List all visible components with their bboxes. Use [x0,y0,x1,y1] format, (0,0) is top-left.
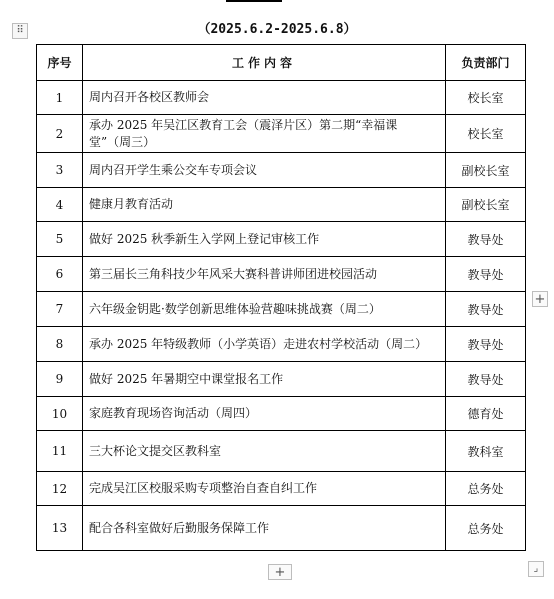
row-work-content: 周内召开各校区教师会 [83,81,446,115]
table-row [37,292,526,327]
header-responsible-dept: 负责部门 [446,45,526,81]
row-number: 11 [37,431,83,472]
row-responsible-dept: 总务处 [446,472,526,506]
add-column-plus-icon[interactable]: + [532,291,548,307]
table-row [37,327,526,362]
table-move-handle-icon[interactable]: ⠿ [12,23,28,39]
top-divider-line [226,0,282,2]
row-work-content: 家庭教育现场咨询活动（周四） [83,397,446,431]
table-header-row [37,45,526,81]
row-number: 13 [37,506,83,551]
row-work-content: 配合各科室做好后勤服务保障工作 [83,506,446,551]
table-row [37,115,526,153]
table-row [37,472,526,506]
table-row [37,257,526,292]
row-responsible-dept: 教导处 [446,292,526,327]
row-work-content: 承办 2025 年吴江区教育工会（震泽片区）第二期“幸福课堂”（周三） [83,115,446,153]
table-row [37,81,526,115]
row-responsible-dept: 教导处 [446,327,526,362]
row-number: 12 [37,472,83,506]
header-work-content: 工作内容 [83,45,446,81]
table-row [37,153,526,188]
row-responsible-dept: 校长室 [446,81,526,115]
row-work-content: 三大杯论文提交区教科室 [83,431,446,472]
row-work-content: 完成吴江区校服采购专项整治自查自纠工作 [83,472,446,506]
table-row [37,362,526,397]
row-responsible-dept: 教导处 [446,222,526,257]
row-work-content: 做好 2025 秋季新生入学网上登记审核工作 [83,222,446,257]
row-number: 8 [37,327,83,362]
row-responsible-dept: 校长室 [446,115,526,153]
add-row-plus-icon[interactable]: + [268,564,292,580]
table-row [37,431,526,472]
row-number: 5 [37,222,83,257]
header-number: 序号 [37,45,83,81]
row-responsible-dept: 教科室 [446,431,526,472]
row-work-content: 第三届长三角科技少年风采大赛科普讲师团进校园活动 [83,257,446,292]
row-responsible-dept: 副校长室 [446,188,526,222]
row-number: 4 [37,188,83,222]
week-date-range-title: （2025.6.2-2025.6.8） [197,22,357,37]
row-responsible-dept: 教导处 [446,362,526,397]
row-number: 2 [37,115,83,153]
table-row [37,506,526,551]
row-work-content: 健康月教育活动 [83,188,446,222]
row-number: 3 [37,153,83,188]
row-number: 6 [37,257,83,292]
row-number: 10 [37,397,83,431]
row-responsible-dept: 教导处 [446,257,526,292]
table-row [37,188,526,222]
table-row [37,397,526,431]
row-work-content: 做好 2025 年暑期空中课堂报名工作 [83,362,446,397]
row-work-content: 周内召开学生乘公交车专项会议 [83,153,446,188]
row-responsible-dept: 德育处 [446,397,526,431]
row-responsible-dept: 总务处 [446,506,526,551]
row-number: 9 [37,362,83,397]
row-number: 7 [37,292,83,327]
weekly-work-table [36,44,526,551]
row-work-content: 六年级金钥匙·数学创新思维体验营趣味挑战赛（周二） [83,292,446,327]
row-work-content: 承办 2025 年特级教师（小学英语）走进农村学校活动（周二） [83,327,446,362]
row-responsible-dept: 副校长室 [446,153,526,188]
row-number: 1 [37,81,83,115]
table-row [37,222,526,257]
table-resize-corner-icon[interactable]: ⌟ [528,561,544,577]
